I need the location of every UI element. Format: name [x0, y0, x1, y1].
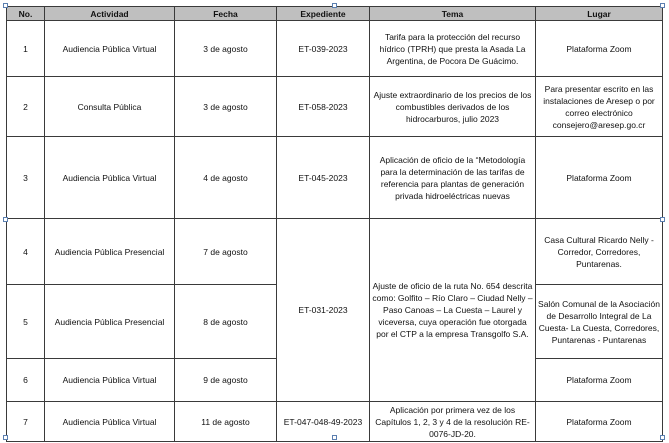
cell-no: 5: [7, 285, 45, 359]
cell-no: 4: [7, 219, 45, 285]
cell-fecha: 11 de agosto: [175, 402, 277, 442]
cell-fecha: 4 de agosto: [175, 137, 277, 219]
activities-table: [6, 6, 663, 442]
cell-lugar: Plataforma Zoom: [536, 359, 663, 402]
header-expediente: Expediente: [277, 7, 370, 21]
cell-lugar: Salón Comunal de la Asociación de Desarrollo Integral de La Cuesta- La Cuesta, Corredores, Puntarenas - Puntarenas: [536, 285, 663, 359]
cell-actividad: Audiencia Pública Virtual: [45, 359, 175, 402]
header-tema: Tema: [370, 7, 536, 21]
cell-lugar: Plataforma Zoom: [536, 137, 663, 219]
resize-handle-bottom-right[interactable]: [660, 435, 665, 440]
cell-lugar: Para presentar escrito en las instalaciones de Aresep o por correo electrónico consejero@aresep.go.cr: [536, 77, 663, 137]
resize-handle-bottom-center[interactable]: [332, 435, 337, 440]
table-header-row: [7, 7, 663, 21]
resize-handle-top-center[interactable]: [332, 3, 337, 8]
cell-no: 1: [7, 21, 45, 77]
resize-handle-middle-left[interactable]: [3, 217, 8, 222]
cell-tema: Tarifa para la protección del recurso hídrico (TPRH) que presta la Asada La Argentina, de Pocora De Guácimo.: [370, 21, 536, 77]
cell-expediente: ET-039-2023: [277, 21, 370, 77]
cell-expediente: ET-047-048-49-2023: [277, 402, 370, 442]
cell-tema: Ajuste extraordinario de los precios de los combustibles derivados de los hidrocarburos, julio 2023: [370, 77, 536, 137]
cell-expediente: ET-045-2023: [277, 137, 370, 219]
cell-actividad: Audiencia Pública Virtual: [45, 137, 175, 219]
cell-lugar: Plataforma Zoom: [536, 402, 663, 442]
cell-lugar: Casa Cultural Ricardo Nelly - Corredor, Corredores, Puntarenas.: [536, 219, 663, 285]
activities-table-container: [6, 6, 663, 442]
table-row: [7, 219, 663, 285]
resize-handle-bottom-left[interactable]: [3, 435, 8, 440]
header-lugar: Lugar: [536, 7, 663, 21]
cell-expediente-merged: ET-031-2023: [277, 219, 370, 402]
cell-no: 6: [7, 359, 45, 402]
cell-no: 3: [7, 137, 45, 219]
header-actividad: Actividad: [45, 7, 175, 21]
cell-actividad: Audiencia Pública Virtual: [45, 402, 175, 442]
cell-lugar: Plataforma Zoom: [536, 21, 663, 77]
table-row: [7, 137, 663, 219]
cell-fecha: 3 de agosto: [175, 21, 277, 77]
header-fecha: Fecha: [175, 7, 277, 21]
cell-actividad: Audiencia Pública Presencial: [45, 219, 175, 285]
cell-actividad: Audiencia Pública Virtual: [45, 21, 175, 77]
header-no: No.: [7, 7, 45, 21]
cell-tema: Aplicación de oficio de la “Metodología para la determinación de las tarifas de referencia para plantas de generación privada hidroeléctricas nuevas: [370, 137, 536, 219]
cell-fecha: 9 de agosto: [175, 359, 277, 402]
cell-expediente: ET-058-2023: [277, 77, 370, 137]
cell-no: 2: [7, 77, 45, 137]
table-row: [7, 77, 663, 137]
cell-tema: Aplicación por primera vez de los Capítulos 1, 2, 3 y 4 de la resolución RE-0076-JD-20.: [370, 402, 536, 442]
cell-fecha: 3 de agosto: [175, 77, 277, 137]
resize-handle-middle-right[interactable]: [660, 217, 665, 222]
cell-actividad: Consulta Pública: [45, 77, 175, 137]
resize-handle-top-left[interactable]: [3, 3, 8, 8]
cell-fecha: 8 de agosto: [175, 285, 277, 359]
resize-handle-top-right[interactable]: [660, 3, 665, 8]
cell-tema-merged: Ajuste de oficio de la ruta No. 654 descrita como: Golfito – Río Claro – Ciudad Nelly – Paso Canoas – La Cuesta – Laurel y viceversa, cuya operación fue otorgada por el CTP a la empresa Transgolfo S.A.: [370, 219, 536, 402]
cell-actividad: Audiencia Pública Presencial: [45, 285, 175, 359]
cell-fecha: 7 de agosto: [175, 219, 277, 285]
table-row: [7, 21, 663, 77]
cell-no: 7: [7, 402, 45, 442]
